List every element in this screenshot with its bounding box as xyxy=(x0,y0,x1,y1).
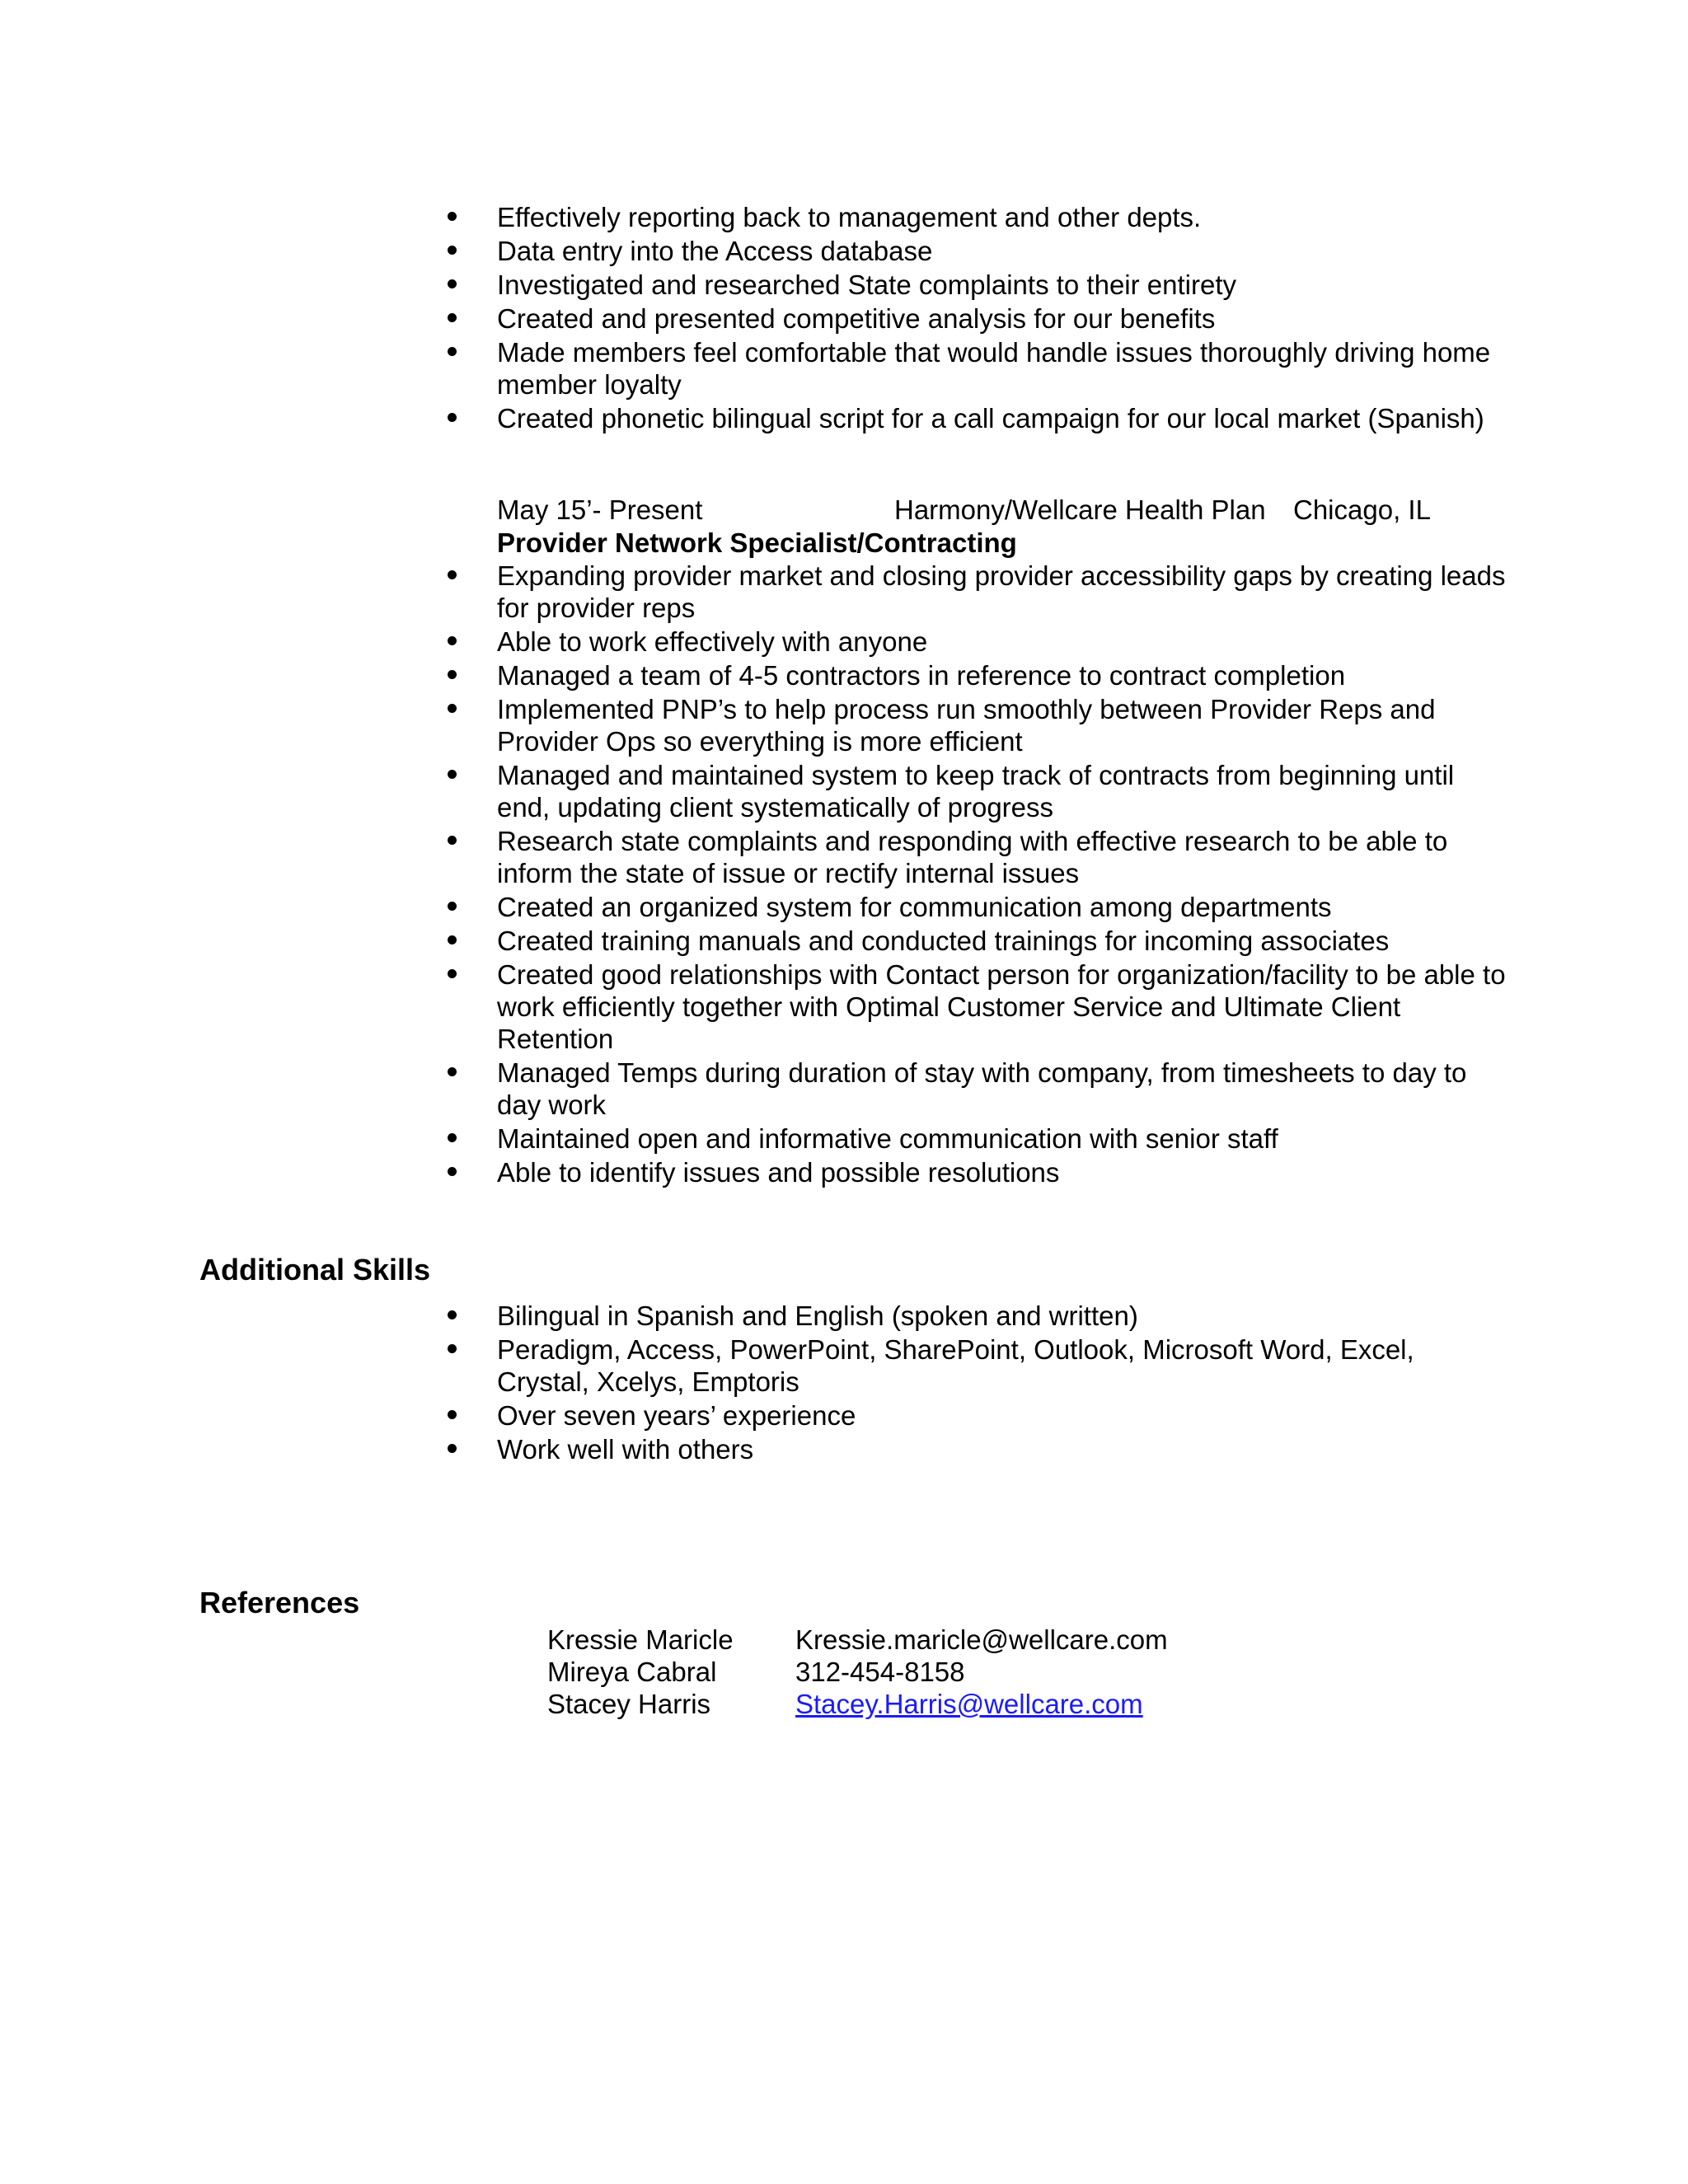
experience-bullet-list xyxy=(448,201,1503,436)
skills-bullet-list xyxy=(448,1300,1478,1467)
job-title: Provider Network Specialist/Contracting xyxy=(497,527,1017,558)
bullet-icon xyxy=(448,347,457,356)
list-item: Created and presented competitive analysis for our benefits xyxy=(448,302,1503,335)
list-item: Effectively reporting back to management and other depts. xyxy=(448,201,1503,233)
bullet-icon xyxy=(448,836,457,845)
list-item: Created good relationships with Contact person for organization/facility to be able to work efficiently together with Optimal Customer Service and Ultimate Client Retention xyxy=(448,958,1511,1055)
list-item: Bilingual in Spanish and English (spoken and written) xyxy=(448,1300,1478,1332)
list-item: Managed a team of 4-5 contractors in reference to contract completion xyxy=(448,659,1511,691)
bullet-icon xyxy=(448,413,457,422)
reference-name: Stacey Harris xyxy=(547,1689,711,1719)
bullet-icon xyxy=(448,670,457,679)
job-employer: Harmony/Wellcare Health Plan xyxy=(894,494,1266,525)
list-item: Research state complaints and responding with effective research to be able to inform the state of issue or rectify internal issues xyxy=(448,825,1511,889)
bullet-icon xyxy=(448,279,457,288)
list-item: Implemented PNP’s to help process run smoothly between Provider Reps and Provider Ops so everything is more efficient xyxy=(448,693,1511,757)
additional-skills-heading: Additional Skills xyxy=(199,1253,431,1286)
list-item: Data entry into the Access database xyxy=(448,235,1503,267)
reference-email: Kressie.maricle@wellcare.com xyxy=(795,1624,1168,1655)
list-item: Created an organized system for communication among departments xyxy=(448,891,1511,923)
list-item: Peradigm, Access, PowerPoint, SharePoint, Outlook, Microsoft Word, Excel, Crystal, Xcelys, Emptoris xyxy=(448,1333,1478,1398)
list-item: Expanding provider market and closing provider accessibility gaps by creating leads for provider reps xyxy=(448,560,1511,624)
bullet-icon xyxy=(448,1133,457,1142)
bullet-icon xyxy=(448,969,457,978)
bullet-icon xyxy=(448,1444,457,1453)
reference-name: Kressie Maricle xyxy=(547,1624,734,1655)
bullet-icon xyxy=(448,935,457,944)
list-item: Created training manuals and conducted trainings for incoming associates xyxy=(448,925,1511,957)
list-item: Able to identify issues and possible resolutions xyxy=(448,1156,1511,1188)
bullet-icon xyxy=(448,246,457,255)
job-bullet-list xyxy=(448,560,1511,1190)
bullet-icon xyxy=(448,212,457,221)
reference-email-link[interactable]: Stacey.Harris@wellcare.com xyxy=(795,1689,1143,1719)
list-item: Over seven years’ experience xyxy=(448,1399,1478,1432)
list-item: Managed Temps during duration of stay with company, from timesheets to day to day work xyxy=(448,1057,1511,1121)
bullet-icon xyxy=(448,570,457,579)
list-item: Able to work effectively with anyone xyxy=(448,626,1511,658)
bullet-icon xyxy=(448,770,457,779)
bullet-icon xyxy=(448,902,457,911)
list-item: Work well with others xyxy=(448,1433,1478,1465)
job-date: May 15’- Present xyxy=(497,494,703,525)
references-heading: References xyxy=(199,1586,360,1619)
list-item: Investigated and researched State complaints to their entirety xyxy=(448,269,1503,301)
list-item: Made members feel comfortable that would handle issues thoroughly driving home member loyalty xyxy=(448,336,1503,401)
job-location: Chicago, IL xyxy=(1293,494,1431,525)
reference-name: Mireya Cabral xyxy=(547,1657,717,1687)
bullet-icon xyxy=(448,1167,457,1176)
bullet-icon xyxy=(448,1344,457,1353)
list-item: Maintained open and informative communication with senior staff xyxy=(448,1122,1511,1155)
list-item: Managed and maintained system to keep track of contracts from beginning until end, updating client systematically of progress xyxy=(448,759,1511,823)
bullet-icon xyxy=(448,1310,457,1319)
bullet-icon xyxy=(448,1410,457,1419)
reference-phone: 312-454-8158 xyxy=(795,1657,965,1687)
bullet-icon xyxy=(448,313,457,322)
bullet-icon xyxy=(448,636,457,645)
bullet-icon xyxy=(448,704,457,713)
bullet-icon xyxy=(448,1067,457,1076)
list-item: Created phonetic bilingual script for a call campaign for our local market (Spanish) xyxy=(448,402,1503,434)
